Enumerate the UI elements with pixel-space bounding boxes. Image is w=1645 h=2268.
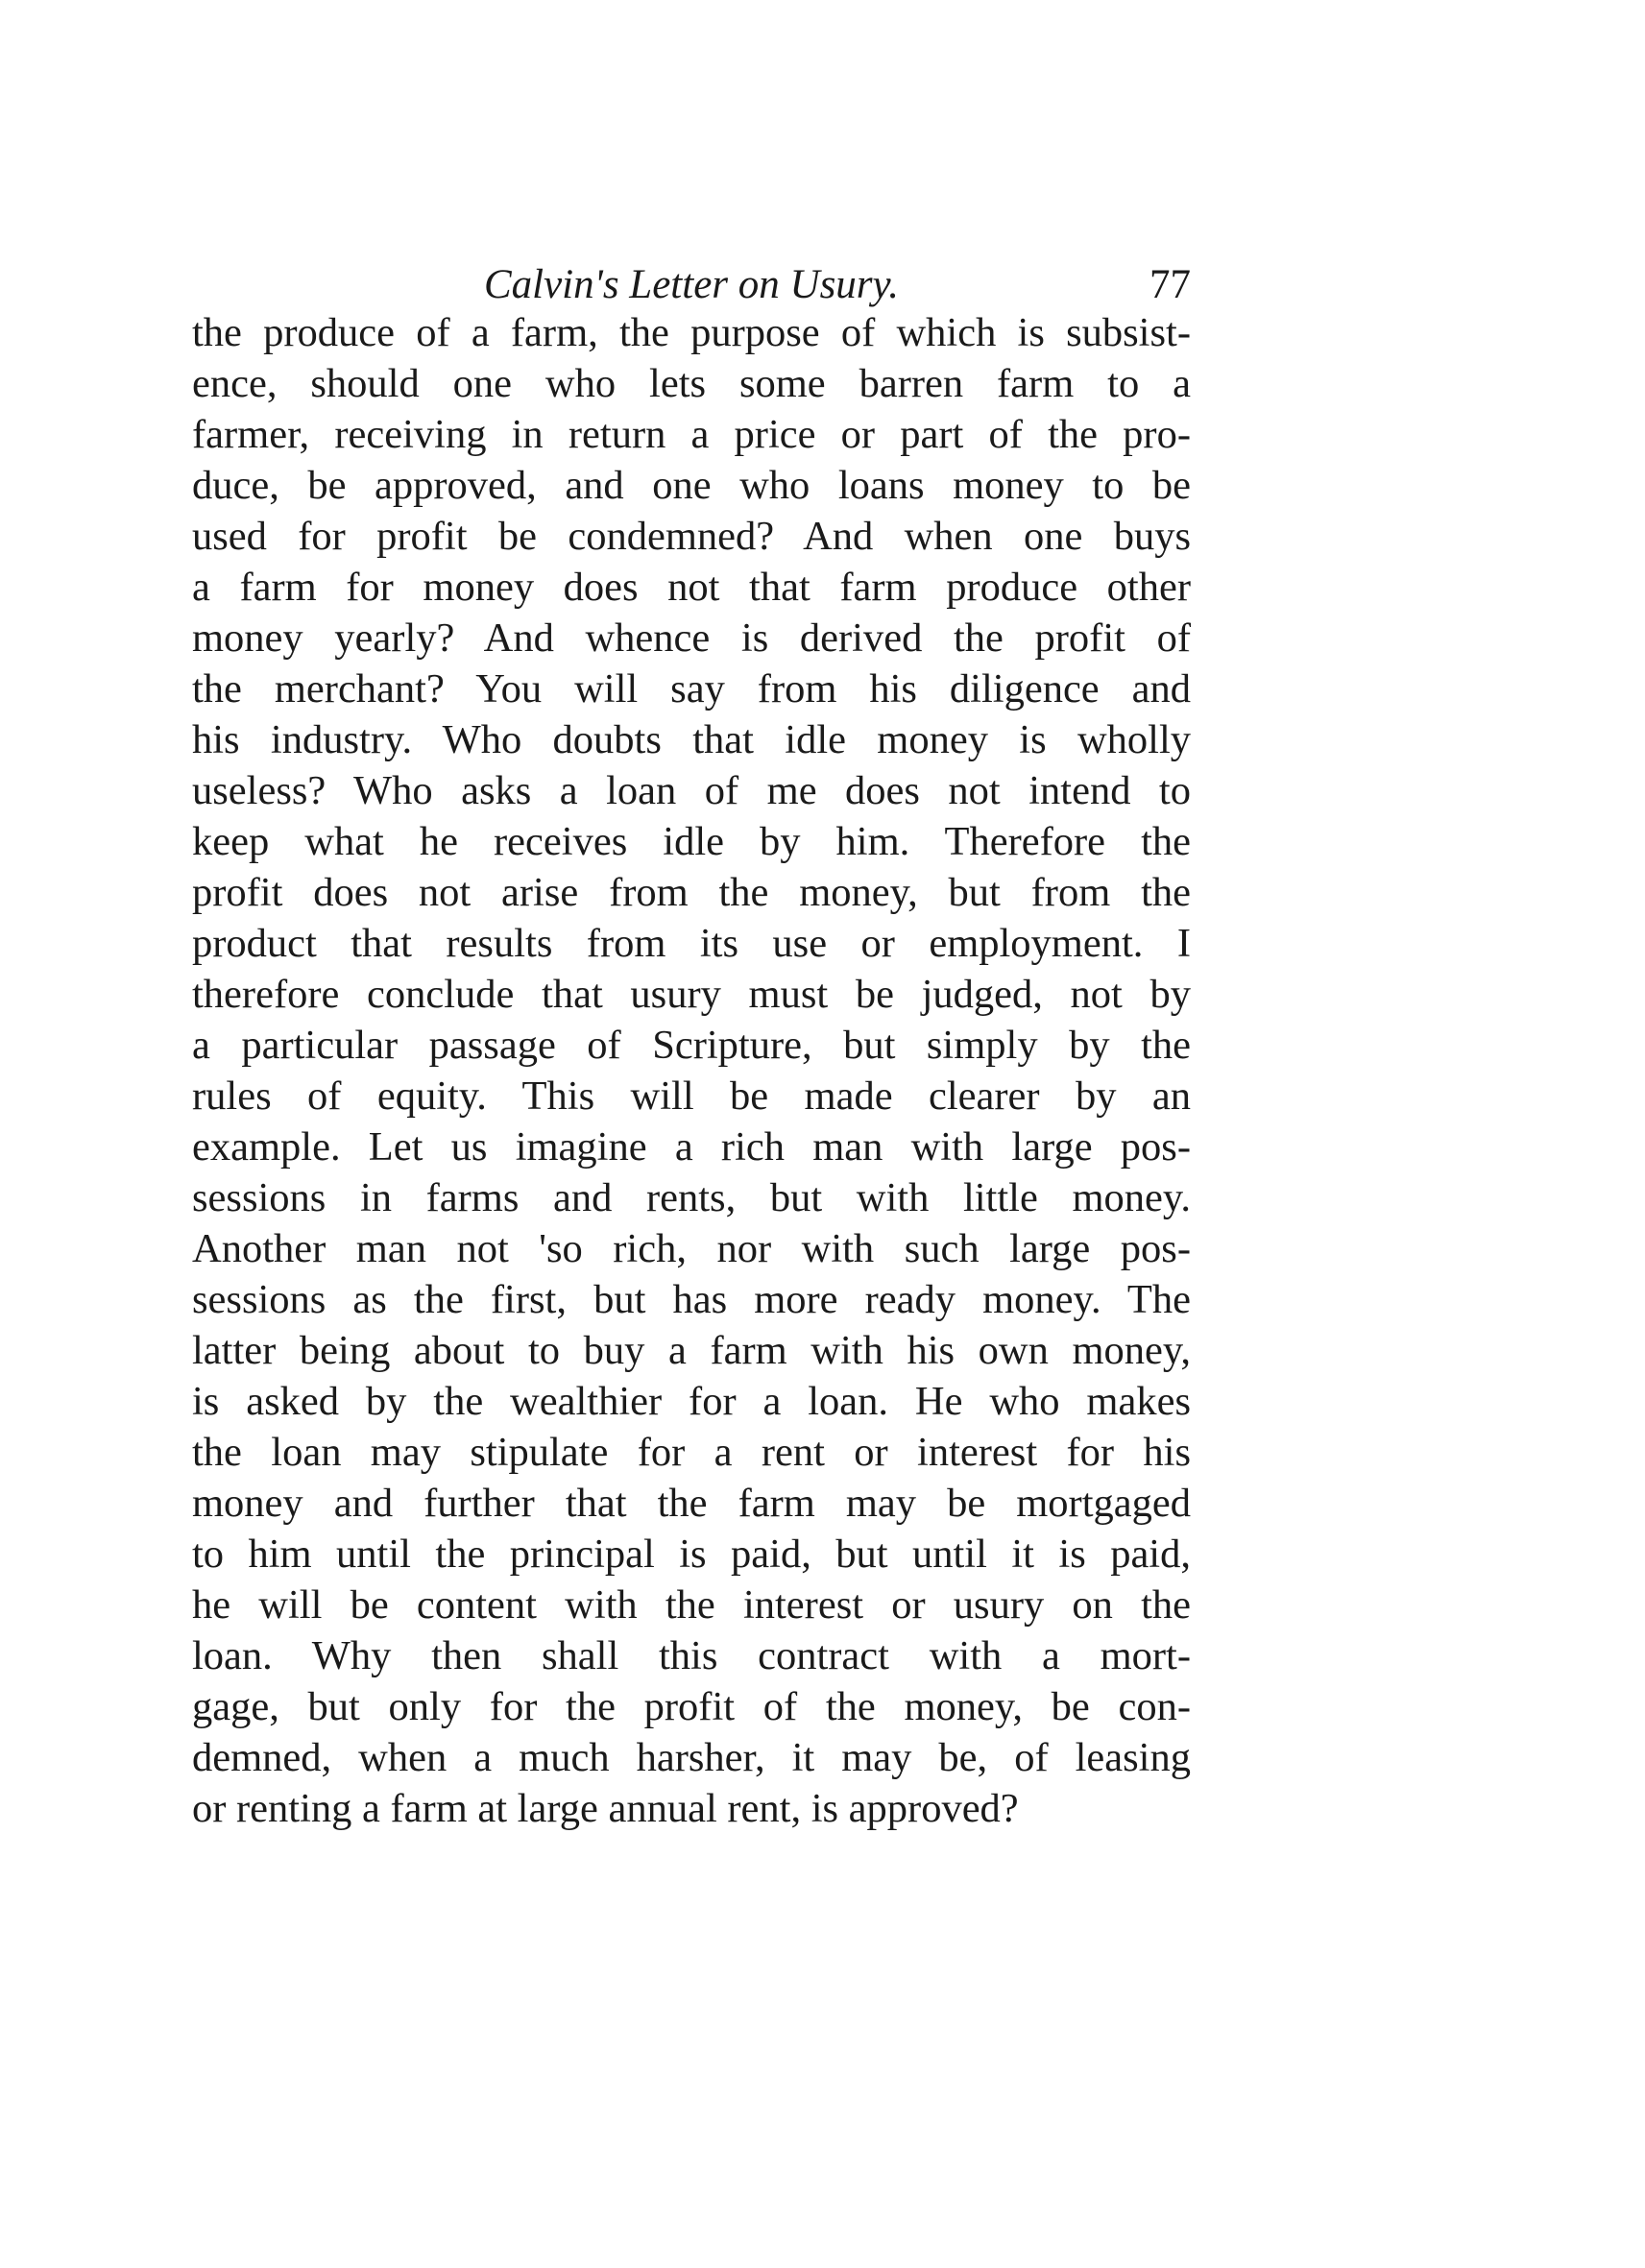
- text-line: keep what he receives idle by him. Therefore the: [192, 819, 1191, 864]
- text-line: product that results from its use or employment. I: [192, 921, 1191, 966]
- text-line: demned, when a much harsher, it may be, of leasing: [192, 1735, 1191, 1780]
- text-line: money yearly? And whence is derived the profit of: [192, 615, 1191, 661]
- text-line: used for profit be condemned? And when one buys: [192, 514, 1191, 559]
- text-line: his industry. Who doubts that idle money is wholly: [192, 717, 1191, 762]
- text-line: or renting a farm at large annual rent, is approved?: [192, 1786, 1019, 1831]
- text-line: latter being about to buy a farm with his own money,: [192, 1328, 1191, 1373]
- text-line: sessions in farms and rents, but with little money.: [192, 1175, 1191, 1220]
- text-line: loan. Why then shall this contract with a mort-: [192, 1633, 1191, 1678]
- page-number: 77: [1149, 262, 1191, 307]
- text-line: a particular passage of Scripture, but simply by the: [192, 1023, 1191, 1068]
- text-line: the loan may stipulate for a rent or interest for his: [192, 1430, 1191, 1475]
- text-line: duce, be approved, and one who loans money to be: [192, 463, 1191, 508]
- text-line: therefore conclude that usury must be judged, not by: [192, 972, 1191, 1017]
- text-line: the merchant? You will say from his diligence and: [192, 666, 1191, 712]
- text-line: useless? Who asks a loan of me does not intend to: [192, 768, 1191, 813]
- text-line: rules of equity. This will be made clearer by an: [192, 1074, 1191, 1119]
- text-line: gage, but only for the profit of the money, be con-: [192, 1684, 1191, 1729]
- text-line: he will be content with the interest or usury on the: [192, 1582, 1191, 1628]
- text-line: farmer, receiving in return a price or part of the pro-: [192, 412, 1191, 457]
- text-line: the produce of a farm, the purpose of which is subsist-: [192, 310, 1191, 355]
- text-line: profit does not arise from the money, but from the: [192, 870, 1191, 915]
- body-text: [192, 307, 1191, 1834]
- running-title: Calvin's Letter on Usury.: [483, 262, 900, 307]
- text-line: is asked by the wealthier for a loan. He who makes: [192, 1379, 1191, 1424]
- text-line: Another man not 'so rich, nor with such large pos-: [192, 1226, 1191, 1271]
- text-line: ence, should one who lets some barren farm to a: [192, 361, 1191, 406]
- text-line: money and further that the farm may be mortgaged: [192, 1481, 1191, 1526]
- text-line: example. Let us imagine a rich man with large pos-: [192, 1124, 1191, 1170]
- text-line: to him until the principal is paid, but until it is paid,: [192, 1532, 1191, 1577]
- text-line: sessions as the first, but has more ready money. The: [192, 1277, 1191, 1322]
- text-line: a farm for money does not that farm produce other: [192, 565, 1191, 610]
